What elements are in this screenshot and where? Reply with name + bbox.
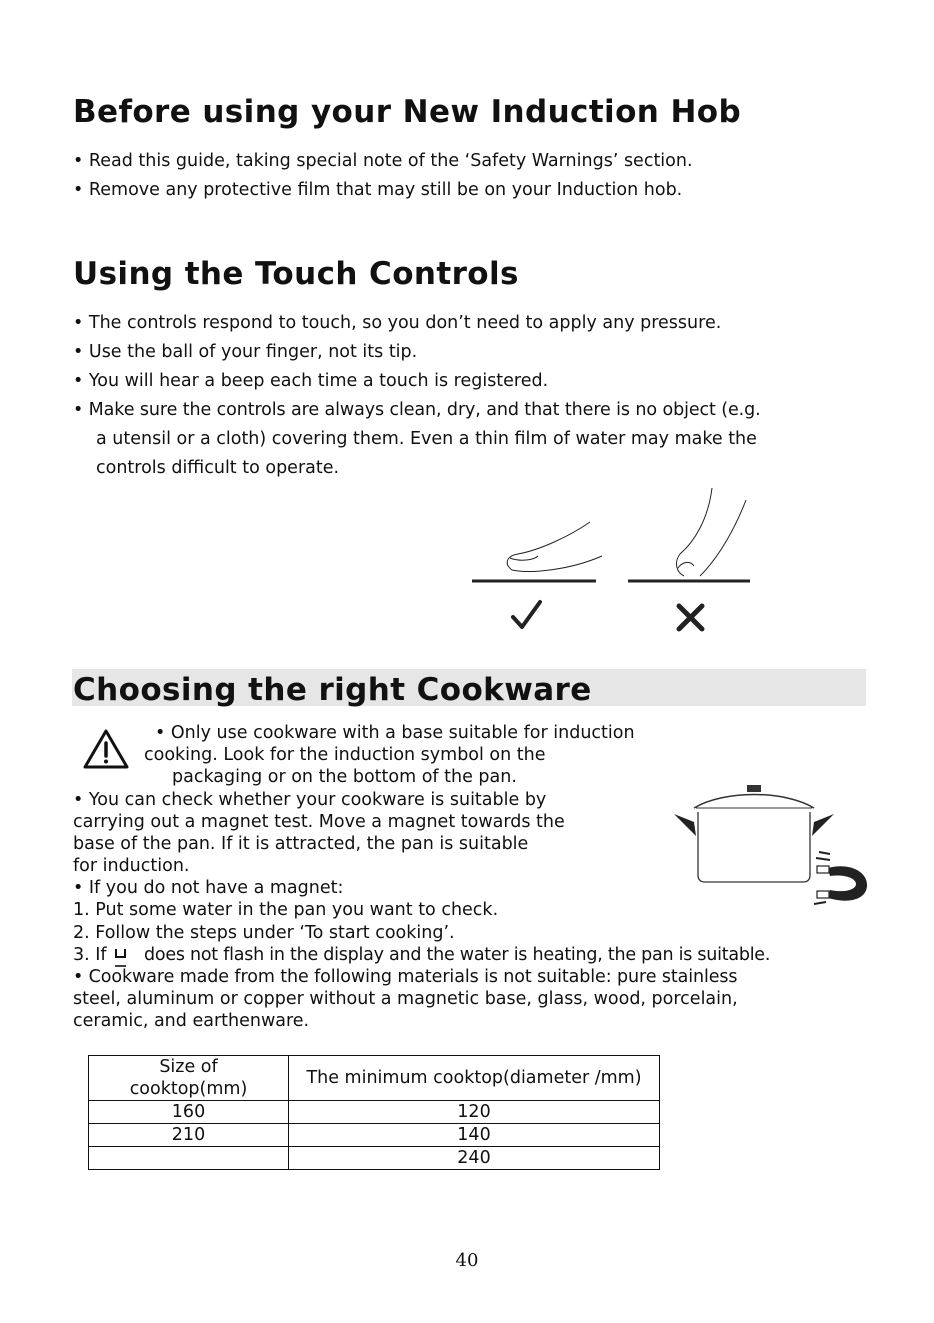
table-cell: 240 xyxy=(289,1147,660,1170)
cookware-step-2: 2. Follow the steps under ‘To start cooking’. xyxy=(73,923,455,943)
table-row xyxy=(89,1124,660,1147)
touch-technique-illustration xyxy=(460,480,770,640)
cookware-line-4: • You can check whether your cookware is suitable by xyxy=(73,790,547,810)
table-row xyxy=(89,1147,660,1170)
section-title-before-using: Before using your New Induction Hob xyxy=(73,94,742,130)
cookware-line-unsuitable: • Cookware made from the following materials is not suitable: pure stainless xyxy=(73,967,738,987)
table-cell: 120 xyxy=(289,1101,660,1124)
bullet-clean-controls-cont1: a utensil or a cloth) covering them. Even a thin film of water may make the xyxy=(96,429,757,449)
fingertip-icon xyxy=(628,488,750,581)
bullet-clean-controls: • Make sure the controls are always clean, dry, and that there is no object (e.g. xyxy=(73,400,761,420)
cookware-line-unsuitable-cont2: ceramic, and earthenware. xyxy=(73,1011,310,1031)
cookware-step-3-prefix: 3. If xyxy=(73,945,107,965)
table-row xyxy=(89,1101,660,1124)
table-cell xyxy=(89,1147,289,1170)
cookware-line-unsuitable-cont1: steel, aluminum or copper without a magnetic base, glass, wood, porcelain, xyxy=(73,989,738,1009)
cookware-line-2: cooking. Look for the induction symbol on the xyxy=(144,745,546,765)
table-cell: 140 xyxy=(289,1124,660,1147)
cookware-line-5: carrying out a magnet test. Move a magnet towards the xyxy=(73,812,565,832)
section-title-cookware: Choosing the right Cookware xyxy=(73,672,592,708)
table-header-min-diameter-label: The minimum cooktop(diameter /mm) xyxy=(306,1068,642,1088)
finger-flat-icon xyxy=(472,522,602,581)
table-header-size xyxy=(89,1056,289,1101)
table-header-min-diameter xyxy=(289,1056,660,1101)
page-number: 40 xyxy=(455,1250,479,1271)
cookware-step-3-text: does not flash in the display and the water is heating, the pan is suitable. xyxy=(144,945,771,965)
checkmark-icon xyxy=(513,602,540,627)
cookware-step-1: 1. Put some water in the pan you want to check. xyxy=(73,900,499,920)
bullet-clean-controls-cont2: controls difficult to operate. xyxy=(96,458,340,478)
bullet-ball-of-finger: • Use the ball of your finger, not its tip. xyxy=(73,342,418,362)
cross-icon xyxy=(679,606,702,629)
cookware-line-3: packaging or on the bottom of the pan. xyxy=(172,767,517,787)
bullet-remove-film: • Remove any protective film that may still be on your Induction hob. xyxy=(73,180,683,200)
cookware-line-8: • If you do not have a magnet: xyxy=(73,878,344,898)
section-title-touch-controls: Using the Touch Controls xyxy=(73,256,519,292)
cookware-line-6: base of the pan. If it is attracted, the pan is suitable xyxy=(73,834,529,854)
table-header-size-label: Size of cooktop(mm) xyxy=(129,1057,248,1099)
magnet-icon xyxy=(814,852,867,904)
warning-triangle-icon xyxy=(82,728,130,770)
table-cell: 160 xyxy=(89,1101,289,1124)
cooktop-size-table xyxy=(88,1055,660,1170)
bullet-beep: • You will hear a beep each time a touch is registered. xyxy=(73,371,549,391)
bullet-read-guide: • Read this guide, taking special note of the ‘Safety Warnings’ section. xyxy=(73,151,693,171)
bullet-touch-respond: • The controls respond to touch, so you don’t need to apply any pressure. xyxy=(73,313,722,333)
table-cell: 210 xyxy=(89,1124,289,1147)
cookware-line-7: for induction. xyxy=(73,856,190,876)
cookware-line-1: • Only use cookware with a base suitable for induction xyxy=(155,723,635,743)
pan-and-magnet-icon xyxy=(664,780,874,910)
table-header-row xyxy=(89,1056,660,1101)
